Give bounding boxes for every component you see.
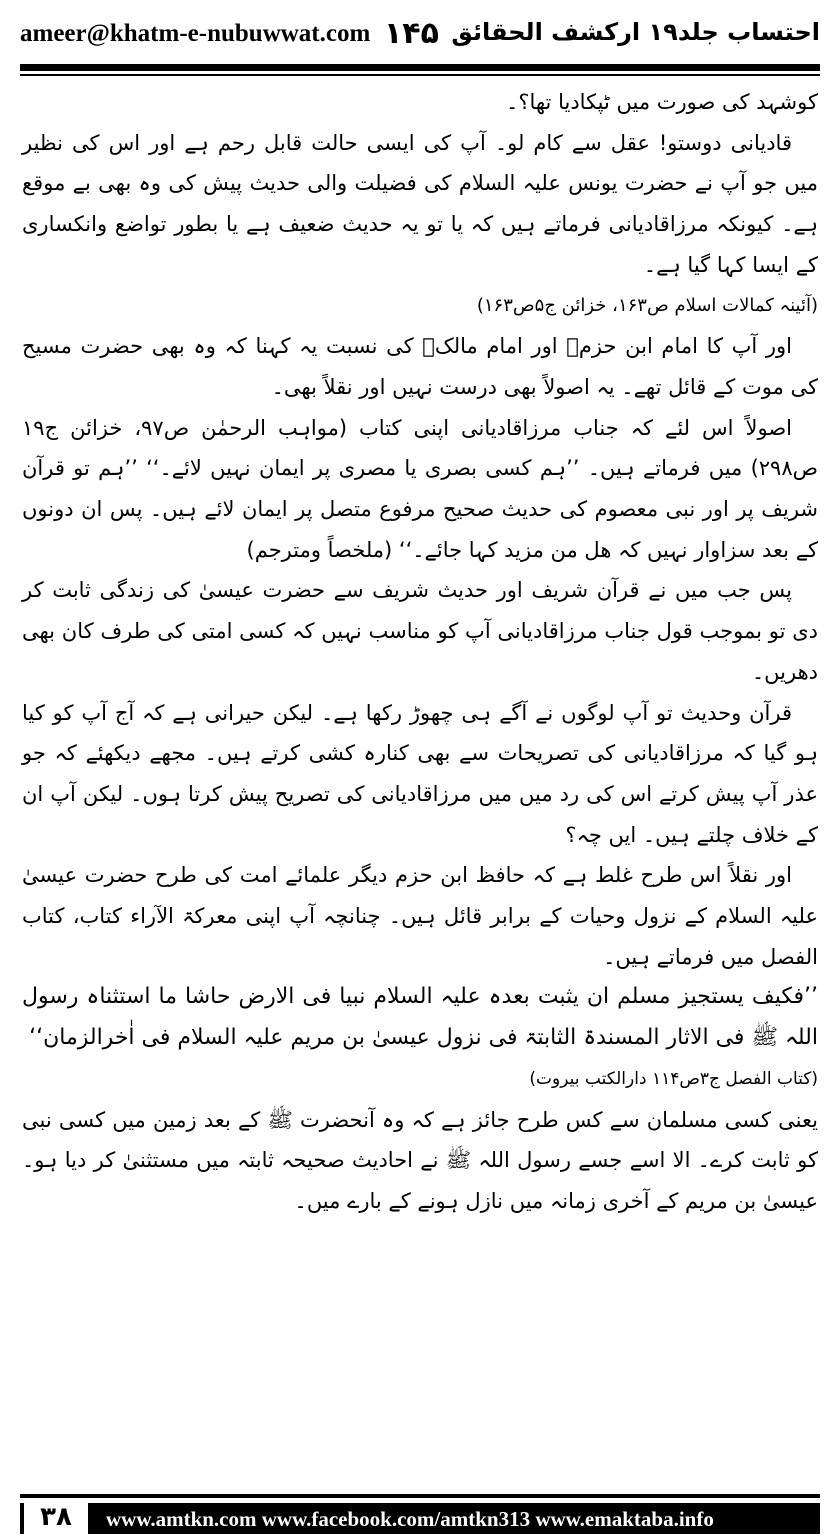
footer-links: www.amtkn.com www.facebook.com/amtkn313 www.emaktaba.info <box>106 1507 714 1531</box>
header-rule-thin <box>20 74 820 76</box>
paragraph-3: اور آپ کا امام ابن حزمؒ اور امام مالکؒ کی نسبت یہ کہنا کہ وہ بھی حضرت مسیح کی موت کے قائل تھے۔ یہ اصولاً بھی درست نہیں اور نقلاً بھی۔ <box>22 334 818 399</box>
paragraph-6: قرآن وحدیث تو آپ لوگوں نے آگے ہی چھوڑ رکھا ہے۔ لیکن حیرانی ہے کہ آج آپ کو کیا ہو گیا کہ مرزاقادیانی کی تصریحات سے بھی کنارہ کشی کرتے ہیں۔ مجھے دیکھئے کہ جو عذر آپ پیش کرتے اس کی رد میں میں مرزاقادیانی کی تصریح پیش کرتا ہوں۔ لیکن آپ ان کے خلاف چلتے ہیں۔ ایں چہ؟ <box>22 700 818 847</box>
page-body <box>22 82 818 1222</box>
header-email: ameer@khatm-e-nubuwwat.com <box>20 20 371 47</box>
citation-2: (کتاب الفصل ج۳ص۱۱۴ دارالکتب بیروت) <box>529 1068 818 1089</box>
footer-page-label: ۳۸ <box>24 1500 88 1534</box>
header-page-number: ۱۴۵ <box>384 16 439 51</box>
citation-1: (آئینہ کمالات اسلام ص۱۶۳، خزائن ج۵ص۱۶۳) <box>476 294 818 316</box>
paragraph-4: اصولاً اس لئے کہ جناب مرزاقادیانی اپنی کتاب (مواہب الرحمٰن ص۹۷، خزائن ج۱۹ ص۲۹۸) میں فرماتے ہیں۔ ’’ہم کسی بصری یا مصری پر ایمان نہیں لائے۔‘‘ ’’ہم تو قرآن شریف پر اور نبی معصوم کی حدیث صحیح مرفوع متصل پر ایمان لائے ہیں۔ پس ان دونوں کے بعد سزاوار نہیں کہ ھل من مزید کہا جائے۔‘‘ (ملخصاً ومترجم) <box>22 415 818 562</box>
paragraph-1: کوشہد کی صورت میں ٹپکادیا تھا؟۔ <box>506 90 818 114</box>
paragraph-5: پس جب میں نے قرآن شریف اور حدیث شریف سے حضرت عیسیٰ کی زندگی ثابت کر دی تو بموجب قول جناب مرزاقادیانی آپ کو مناسب نہیں کہ کسی امتی کی طرف کان بھی دھریں۔ <box>22 578 818 684</box>
paragraph-7: اور نقلاً اس طرح غلط ہے کہ حافظ ابن حزم دیگر علمائے امت کی طرح حضرت عیسیٰ علیہ السلام کے نزول وحیات کے برابر قائل ہیں۔ چنانچہ آپ اپنی معرکۃ الآراء کتاب، کتاب الفصل میں فرماتے ہیں۔ <box>22 863 818 969</box>
page-footer <box>20 1494 820 1534</box>
paragraph-2: قادیانی دوستو! عقل سے کام لو۔ آپ کی ایسی حالت قابل رحم ہے اور اس کی نظیر میں جو آپ نے حضرت یونس علیہ السلام کی فضیلت والی حدیث پیش کی وہ بھی بے موقع ہے۔ کیونکہ مرزاقادیانی فرماتے ہیں کہ یا تو یہ حدیث ضعیف ہے یا بطور تواضع وانکساری کے ایسا کہا گیا ہے۔ <box>22 130 818 277</box>
header-rule-thick <box>20 64 820 71</box>
paragraph-8: یعنی کسی مسلمان سے کس طرح جائز ہے کہ وہ آنحضرت ﷺ کے بعد زمین میں کسی نبی کو ثابت کرے۔ الا اسے جسے رسول اللہ ﷺ نے احادیث صحیحہ ثابتہ میں مستثنیٰ کر دیا ہو۔ عیسیٰ بن مریم کے آخری زمانہ میں نازل ہونے کے بارے میں۔ <box>22 1107 818 1213</box>
header-book-title: احتساب جلد۱۹ ارکشف الحقائق <box>451 18 820 46</box>
footer-rule <box>20 1494 820 1498</box>
page-header <box>20 16 820 60</box>
arabic-quote: ’’فکیف یستجیز مسلم ان یثبت بعدہ علیہ السلام نبیا فی الارض حاشا ما استثناہ رسول اللہ ﷺ فی الاثار المسندۃ الثابتۃ فی نزول عیسیٰ بن مریم علیہ السلام فی اٰخرالزمان‘‘ <box>22 984 818 1051</box>
